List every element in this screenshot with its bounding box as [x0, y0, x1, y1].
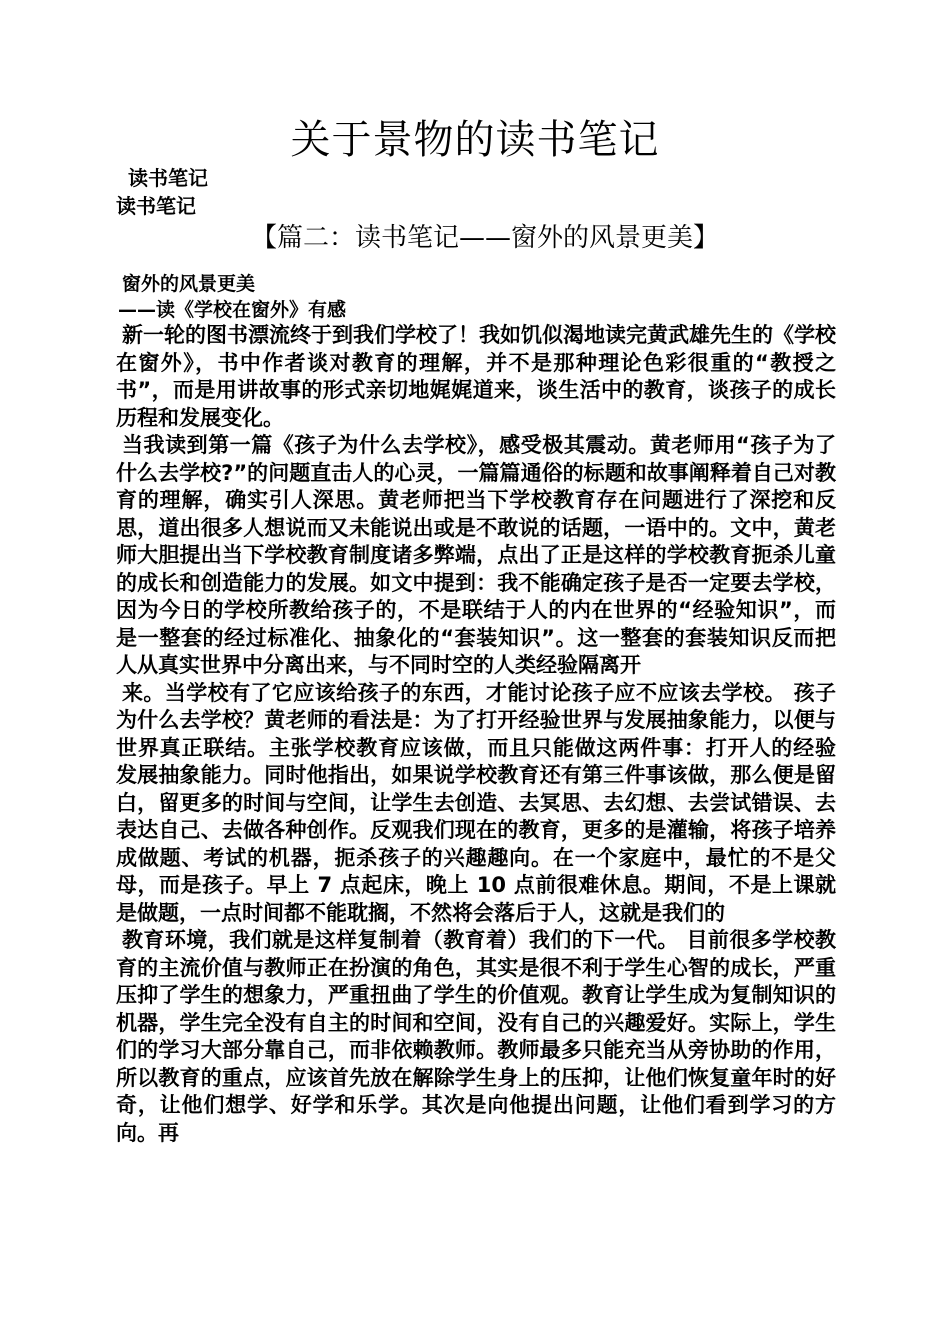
- article-title: 窗外的风景更美: [122, 273, 256, 295]
- sub-heading-1: 读书笔记: [128, 166, 208, 190]
- article-subtitle: ——读《学校在窗外》有感: [118, 299, 347, 321]
- article-body: [116, 322, 836, 1147]
- sub-heading-2: 读书笔记: [116, 194, 196, 218]
- paragraph-2: 当我读到第一篇《孩子为什么去学校》，感受极其震动。黄老师用“孩子为了什么去学校?”的问题直击人的心灵，一篇篇通俗的标题和故事阐释着自己对教育的理解，确实引人深思。黄老师把当下学校教育存在问题进行了深挖和反思，道出很多人想说而又未能说出或是不敢说的话题，一语中的。文中，黄老师大胆提出当下学校教育制度诸多弊端，点出了正是这样的学校教育扼杀儿童的成长和创造能力的发展。如文中提到：我不能确定孩子是否一定要去学校，因为今日的学校所教给孩子的，不是联结于人的内在世界的“经验知识”，而是一整套的经过标准化、抽象化的“套装知识”。这一整套的套装知识反而把人从真实世界中分离出来，与不同时空的人类经验隔离开: [116, 433, 836, 677]
- paragraph-3: 来。当学校有了它应该给孩子的东西，才能讨论孩子应不应该去学校。 孩子为什么去学校？黄老师的看法是：为了打开经验世界与发展抽象能力，以便与世界真正联结。主张学校教育应该做，而且只能做这两件事：打开人的经验 发展抽象能力。同时他指出，如果说学校教育还有第三件事该做，那么便是留白，留更多的时间与空间，让学生去创造、去冥思、去幻想、去尝试错误、去表达自己、去做各种创作。反观我们现在的教育，更多的是灌输，将孩子培养成做题、考试的机器，扼杀孩子的兴趣趣向。在一个家庭中，最忙的不是父母，而是孩子。早上 7 点起床，晚上 10 点前很难休息。期间，不是上课就是做题，一点时间都不能耽搁，不然将会落后于人，这就是我们的: [116, 680, 836, 925]
- section-heading: 【篇二：读书笔记——窗外的风景更美】: [250, 223, 719, 253]
- paragraph-4: 教育环境，我们就是这样复制着（教育着）我们的下一代。 目前很多学校教育的主流价值与教师正在扮演的角色，其实是很不利于学生心智的成长，严重压抑了学生的想象力，严重扭曲了学生的价值观。教育让学生成为复制知识的机器，学生完全没有自主的时间和空间，没有自己的兴趣爱好。实际上，学生们的学习大部分靠自己，而非依赖教师。教师最多只能充当从旁协助的作用，所以教育的重点，应该首先放在解除学生身上的压抑，让他们恢复童年时的好奇，让他们想学、好学和乐学。其次是向他提出问题，让他们看到学习的方向。再: [116, 928, 836, 1145]
- document-title: 关于景物的读书笔记: [290, 117, 660, 163]
- paragraph-1: 新一轮的图书漂流终于到我们学校了！我如饥似渴地读完黄武雄先生的《学校在窗外》，书中作者谈对教育的理解，并不是那种理论色彩很重的“教授之书”，而是用讲故事的形式亲切地娓娓道来，谈生活中的教育，谈孩子的成长历程和发展变化。: [116, 323, 836, 430]
